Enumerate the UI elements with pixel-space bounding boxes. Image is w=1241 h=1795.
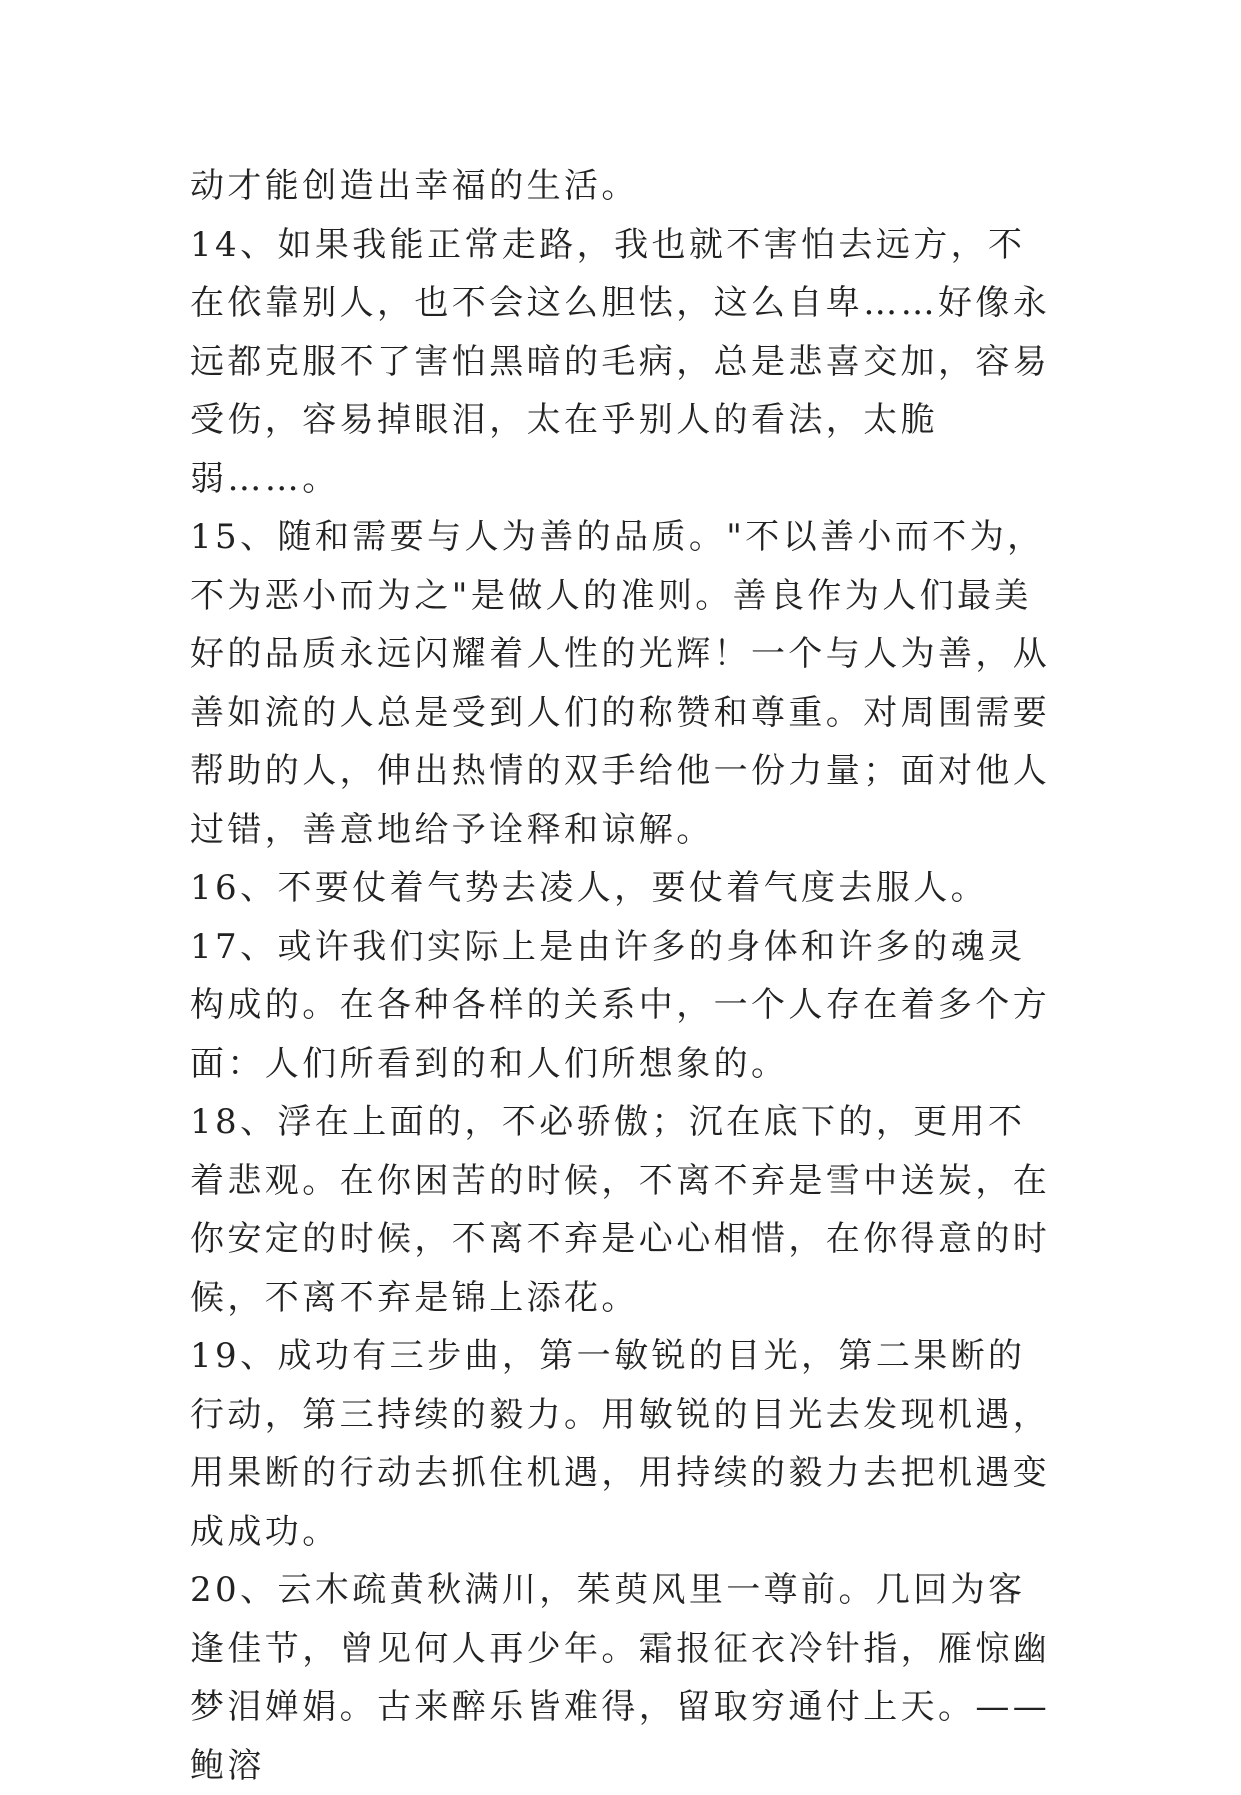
paragraph-19: 19、成功有三步曲，第一敏锐的目光，第二果断的行动，第三持续的毅力。用敏锐的目光去发现机遇，用果断的行动去抓住机遇，用持续的毅力去把机遇变成成功。 xyxy=(190,1336,1051,1552)
document-body xyxy=(190,157,1060,1795)
paragraph-17: 17、或许我们实际上是由许多的身体和许多的魂灵构成的。在各种各样的关系中，一个人存在着多个方面：人们所看到的和人们所想象的。 xyxy=(190,926,1051,1084)
paragraph-16: 16、不要仗着气势去凌人，要仗着气度去服人。 xyxy=(190,868,989,908)
paragraph-continuation: 动才能创造出幸福的生活。 xyxy=(190,166,639,206)
paragraph-18: 18、浮在上面的，不必骄傲；沉在底下的，更用不着悲观。在你困苦的时候，不离不弃是雪中送炭，在你安定的时候，不离不弃是心心相惜，在你得意的时候，不离不弃是锦上添花。 xyxy=(190,1102,1051,1318)
paragraph-14: 14、如果我能正常走路，我也就不害怕去远方，不在依靠别人，也不会这么胆怯，这么自卑……好像永远都克服不了害怕黑暗的毛病，总是悲喜交加，容易受伤，容易掉眼泪，太在乎别人的看法，太脆弱……。 xyxy=(190,224,1051,499)
paragraph-20: 20、云木疏黄秋满川，茱萸风里一尊前。几回为客逢佳节，曾见何人再少年。霜报征衣冷针指，雁惊幽梦泪婵娟。古来醉乐皆难得，留取穷通付上天。——鲍溶 xyxy=(190,1570,1051,1786)
paragraph-15: 15、随和需要与人为善的品质。"不以善小而不为，不为恶小而为之"是做人的准则。善良作为人们最美好的品质永远闪耀着人性的光辉！一个与人为善，从善如流的人总是受到人们的称赞和尊重。对周围需要帮助的人，伸出热情的双手给他一份力量；面对他人过错，善意地给予诠释和谅解。 xyxy=(190,517,1051,850)
